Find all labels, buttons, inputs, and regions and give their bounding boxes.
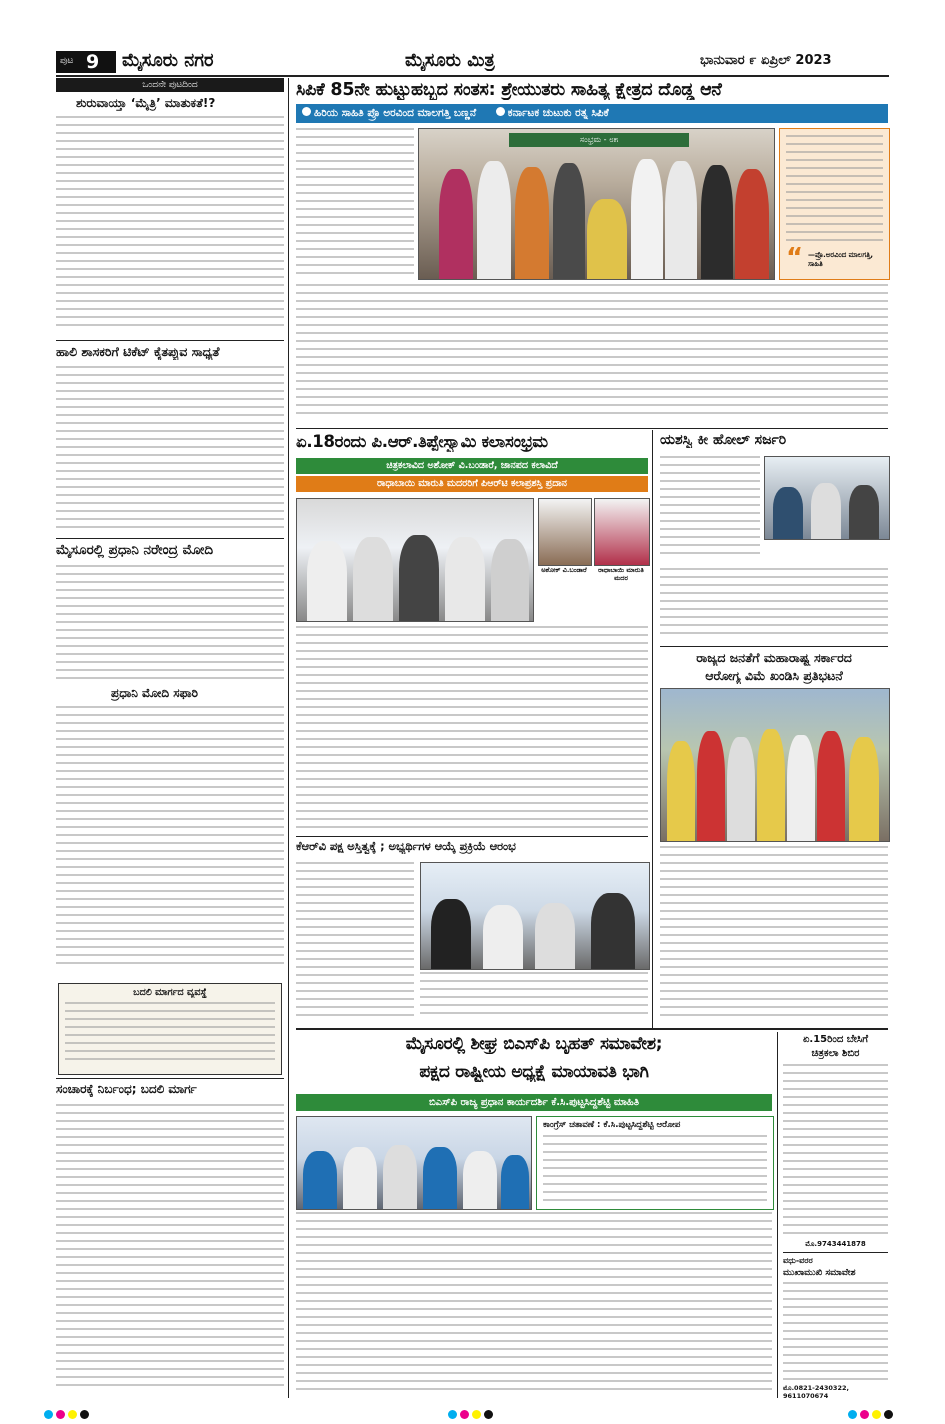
person xyxy=(353,537,393,621)
kala-photo xyxy=(296,498,534,622)
person xyxy=(477,161,511,279)
person xyxy=(701,165,733,279)
person xyxy=(757,729,785,841)
column-divider xyxy=(652,430,653,1028)
continued-label: ಒಂದನೇ ಪುಟದಿಂದ xyxy=(142,80,198,90)
person xyxy=(697,731,725,841)
person xyxy=(773,487,803,539)
yellow-dot-icon xyxy=(472,1410,481,1419)
matrimony-body xyxy=(783,1282,888,1382)
yashasvi-headline: ಯಶಸ್ವಿ ಕೀ ಹೋಲ್ ಸರ್ಜರಿ xyxy=(660,432,787,448)
person xyxy=(553,163,585,279)
registration-marks-left xyxy=(44,1404,92,1423)
story-maitri-body xyxy=(56,116,284,338)
bsp-strap: ಬಿಎಸ್‌ಪಿ ರಾಜ್ಯ ಪ್ರಧಾನ ಕಾರ್ಯದರ್ಶಿ ಕೆ.ಸಿ.ಪುಟ್ಟಸಿದ್ದಶೆಟ್ಟಿ ಮಾಹಿತಿ xyxy=(296,1094,772,1111)
kala-headline: ಏ.18ರಂದು ಪಿ.ಆರ್.ತಿಪ್ಪೇಸ್ವಾಮಿ ಕಲಾಸಂಭ್ರಮ xyxy=(296,432,548,451)
yashasvi-photo xyxy=(764,456,890,540)
story-maitri-title: ಶುರುವಾಯ್ತಾ ‘ಮೈತ್ರಿ’ ಮಾತುಕತೆ!? xyxy=(76,96,216,110)
paper-name: ಮೈಸೂರು ಮಿತ್ರ xyxy=(405,50,495,71)
person xyxy=(439,169,473,279)
person xyxy=(399,535,439,621)
krv-intro xyxy=(296,862,414,1022)
person xyxy=(587,199,627,279)
person xyxy=(849,737,879,841)
protest-headline-2: ಆರೋಗ್ಯ ವಿಮೆ ಖಂಡಿಸಿ ಪ್ರತಿಭಟನೆ xyxy=(705,668,843,683)
camp-body xyxy=(783,1064,888,1240)
story-modi-subtitle: ಪ್ರಧಾನಿ ಮೋದಿ ಸಫಾರಿ xyxy=(111,686,198,700)
bullet-icon xyxy=(496,107,505,116)
person xyxy=(303,1151,337,1209)
krv-photo xyxy=(420,862,650,970)
divider xyxy=(56,1078,284,1079)
matrimony-label: ವಧು-ವರರ xyxy=(783,1256,813,1265)
krv-body xyxy=(420,972,648,1024)
person xyxy=(735,169,769,279)
kala-strap-2: ರಾಧಾಬಾಯಿ ಮಾರುತಿ ಮದರರಿಗೆ ಪಿಆರ್‌ಟಿ ಕಲಾಪ್ರಶಸ್ತಿ ಪ್ರದಾನ xyxy=(296,476,648,492)
matrimony-title: ಮುಖಾಮುಖಿ ಸಮಾವೇಶ xyxy=(783,1268,856,1278)
section-title: ಮೈಸೂರು ನಗರ xyxy=(122,50,214,71)
person xyxy=(431,899,471,969)
person xyxy=(491,539,529,621)
person xyxy=(665,161,697,279)
alternate-route-body xyxy=(65,1002,275,1070)
divider xyxy=(296,1028,888,1030)
protest-photo xyxy=(660,688,890,842)
yellow-dot-icon xyxy=(872,1410,881,1419)
issue-date: ಭಾನುವಾರ ೯ ಏಪ್ರಿಲ್ 2023 xyxy=(700,53,832,68)
person xyxy=(727,737,755,841)
person xyxy=(463,1151,497,1209)
camp-phone: ಮೊ.9743441878 xyxy=(805,1240,866,1248)
congress-box-title: ಕಾಂಗ್ರೆಸ್ ಚತಾವಣೆ : ಕೆ.ಸಿ.ಪುಟ್ಟಸಿದ್ದಶೆಟ್ಟಿ ಆರೋಪ xyxy=(543,1120,681,1130)
bsp-headline-1: ಮೈಸೂರಲ್ಲಿ ಶೀಘ್ರ ಬಿಎಸ್‌ಪಿ ಬೃಹತ್ ಸಮಾವೇಶ; xyxy=(405,1034,663,1054)
black-dot-icon xyxy=(884,1410,893,1419)
strap-right: ಕರ್ನಾಟಕ ಚುಟುಕು ರತ್ನ ಸಿಪಿಕೆ xyxy=(507,107,609,119)
registration-marks-right xyxy=(848,1404,896,1423)
divider xyxy=(296,836,648,837)
stage-banner xyxy=(509,133,689,147)
portrait-radhabai xyxy=(594,498,650,566)
story-ticket-body xyxy=(56,366,284,536)
person xyxy=(343,1147,377,1209)
person xyxy=(787,735,815,841)
person xyxy=(817,731,845,841)
person xyxy=(383,1145,417,1209)
portrait-ashok xyxy=(538,498,592,566)
person xyxy=(591,893,635,969)
continued-badge xyxy=(56,78,284,92)
story-modi-body xyxy=(56,565,284,683)
registration-marks-center xyxy=(448,1404,496,1423)
matrimony-phone: ಮೊ.0821-2430322, 9611070674 xyxy=(783,1384,849,1400)
bsp-headline-2: ಪಕ್ಷದ ರಾಷ್ಟ್ರೀಯ ಅಧ್ಯಕ್ಷೆ ಮಾಯಾವತಿ ಭಾಗಿ xyxy=(419,1062,649,1082)
bsp-photo xyxy=(296,1116,532,1210)
person xyxy=(667,741,695,841)
caption-ashok: ಅಶೋಕ್ ವಿ.ಬಂಡಾರೆ xyxy=(541,566,587,574)
pull-quote-box xyxy=(779,128,890,280)
pull-quote-text xyxy=(786,135,883,245)
column-divider xyxy=(288,78,289,1398)
person xyxy=(483,905,523,969)
quote-attribution: —ಪ್ರೊ.ಅರವಿಂದ ಮಾಲಗತ್ತಿ, ಸಾಹಿತಿ xyxy=(808,251,874,268)
page-badge xyxy=(56,51,116,73)
left-column xyxy=(56,78,284,1398)
masthead xyxy=(0,0,945,80)
top-story-body xyxy=(296,284,888,424)
caption-radhabai: ರಾಧಾಬಾಯಿ ಮಾರುತಿ ಮದರ xyxy=(598,566,644,582)
magenta-dot-icon xyxy=(860,1410,869,1419)
person xyxy=(423,1147,457,1209)
magenta-dot-icon xyxy=(460,1410,469,1419)
story-traffic-body xyxy=(56,1104,284,1394)
stage-banner-text: ಸಂಭ್ರಮ - ೮೫ xyxy=(579,135,619,144)
masthead-rule xyxy=(56,75,889,77)
bullet-icon xyxy=(302,107,311,116)
kala-strap-1: ಚಿತ್ರಕಲಾವಿದ ಅಶೋಕ್ ವಿ.ಬಂಡಾರೆ, ಜಾನಪದ ಕಲಾವಿದೆ xyxy=(296,458,648,474)
cyan-dot-icon xyxy=(44,1410,53,1419)
divider xyxy=(56,538,284,539)
story-ticket-title: ಹಾಲಿ ಶಾಸಕರಿಗೆ ಟಿಕೆಟ್ ಕೈತಪ್ಪುವ ಸಾಧ್ಯತೆ xyxy=(56,344,220,359)
black-dot-icon xyxy=(80,1410,89,1419)
quote-mark-icon: “ xyxy=(786,243,804,273)
column-divider xyxy=(777,1032,778,1398)
krv-headline: ಕೆಆರ್‌ವಿ ಪಕ್ಷ ಅಸ್ತಿತ್ವಕ್ಕೆ ; ಅಭ್ಯರ್ಥಿಗಳ ಆಯ್ಕೆ ಪ್ರಕ್ರಿಯೆ ಆರಂಭ xyxy=(296,840,516,853)
page-number: 9 xyxy=(86,51,100,73)
alternate-route-title: ಬದಲಿ ಮಾರ್ಗದ ವ್ಯವಸ್ಥೆ xyxy=(133,987,207,998)
person xyxy=(811,483,841,539)
person xyxy=(307,541,347,621)
person xyxy=(501,1155,529,1209)
cyan-dot-icon xyxy=(848,1410,857,1419)
yashasvi-body xyxy=(660,568,888,644)
person xyxy=(515,167,549,279)
camp-title-2: ಚಿತ್ರಕಲಾ ಶಿಬಿರ xyxy=(811,1048,860,1059)
page-label: ಪುಟ xyxy=(60,56,74,66)
divider xyxy=(783,1252,888,1253)
alternate-route-box xyxy=(58,983,282,1075)
black-dot-icon xyxy=(484,1410,493,1419)
bsp-body xyxy=(296,1212,772,1400)
magenta-dot-icon xyxy=(56,1410,65,1419)
congress-box-body xyxy=(543,1135,767,1205)
story-safari-body xyxy=(56,706,284,974)
camp-title-1: ಏ.15ರಿಂದ ಬೇಸಿಗೆ xyxy=(802,1034,869,1045)
top-story-photo xyxy=(418,128,775,280)
congress-box xyxy=(536,1116,774,1210)
strap-left: ಹಿರಿಯ ಸಾಹಿತಿ ಪ್ರೊ ಅರವಿಂದ ಮಾಲಗತ್ತಿ ಬಣ್ಣನೆ xyxy=(314,107,477,119)
yellow-dot-icon xyxy=(68,1410,77,1419)
story-modi-title: ಮೈಸೂರಲ್ಲಿ ಪ್ರಧಾನಿ ನರೇಂದ್ರ ಮೋದಿ xyxy=(56,542,214,558)
person xyxy=(849,485,879,539)
top-story-intro xyxy=(296,128,414,278)
yashasvi-intro xyxy=(660,456,760,566)
story-traffic-title: ಸಂಚಾರಕ್ಕೆ ನಿರ್ಬಂಧ; ಬದಲಿ ಮಾರ್ಗ xyxy=(56,1082,197,1096)
person xyxy=(631,159,663,279)
kala-body xyxy=(296,626,648,834)
divider xyxy=(296,428,888,429)
cyan-dot-icon xyxy=(448,1410,457,1419)
divider xyxy=(660,646,888,647)
top-story-strap xyxy=(296,104,888,123)
protest-body xyxy=(660,846,888,1026)
top-story-headline: ಸಿಪಿಕೆ 85ನೇ ಹುಟ್ಟುಹಬ್ಬದ ಸಂತಸ: ಶ್ರೇಯುತರು ಸಾಹಿತ್ಯ ಕ್ಷೇತ್ರದ ದೊಡ್ಡ ಆನೆ xyxy=(296,80,722,100)
person xyxy=(535,903,575,969)
divider xyxy=(56,340,284,341)
protest-headline-1: ರಾಜ್ಯದ ಜನತೆಗೆ ಮಹಾರಾಷ್ಟ್ರ ಸರ್ಕಾರದ xyxy=(696,650,852,665)
person xyxy=(445,537,485,621)
